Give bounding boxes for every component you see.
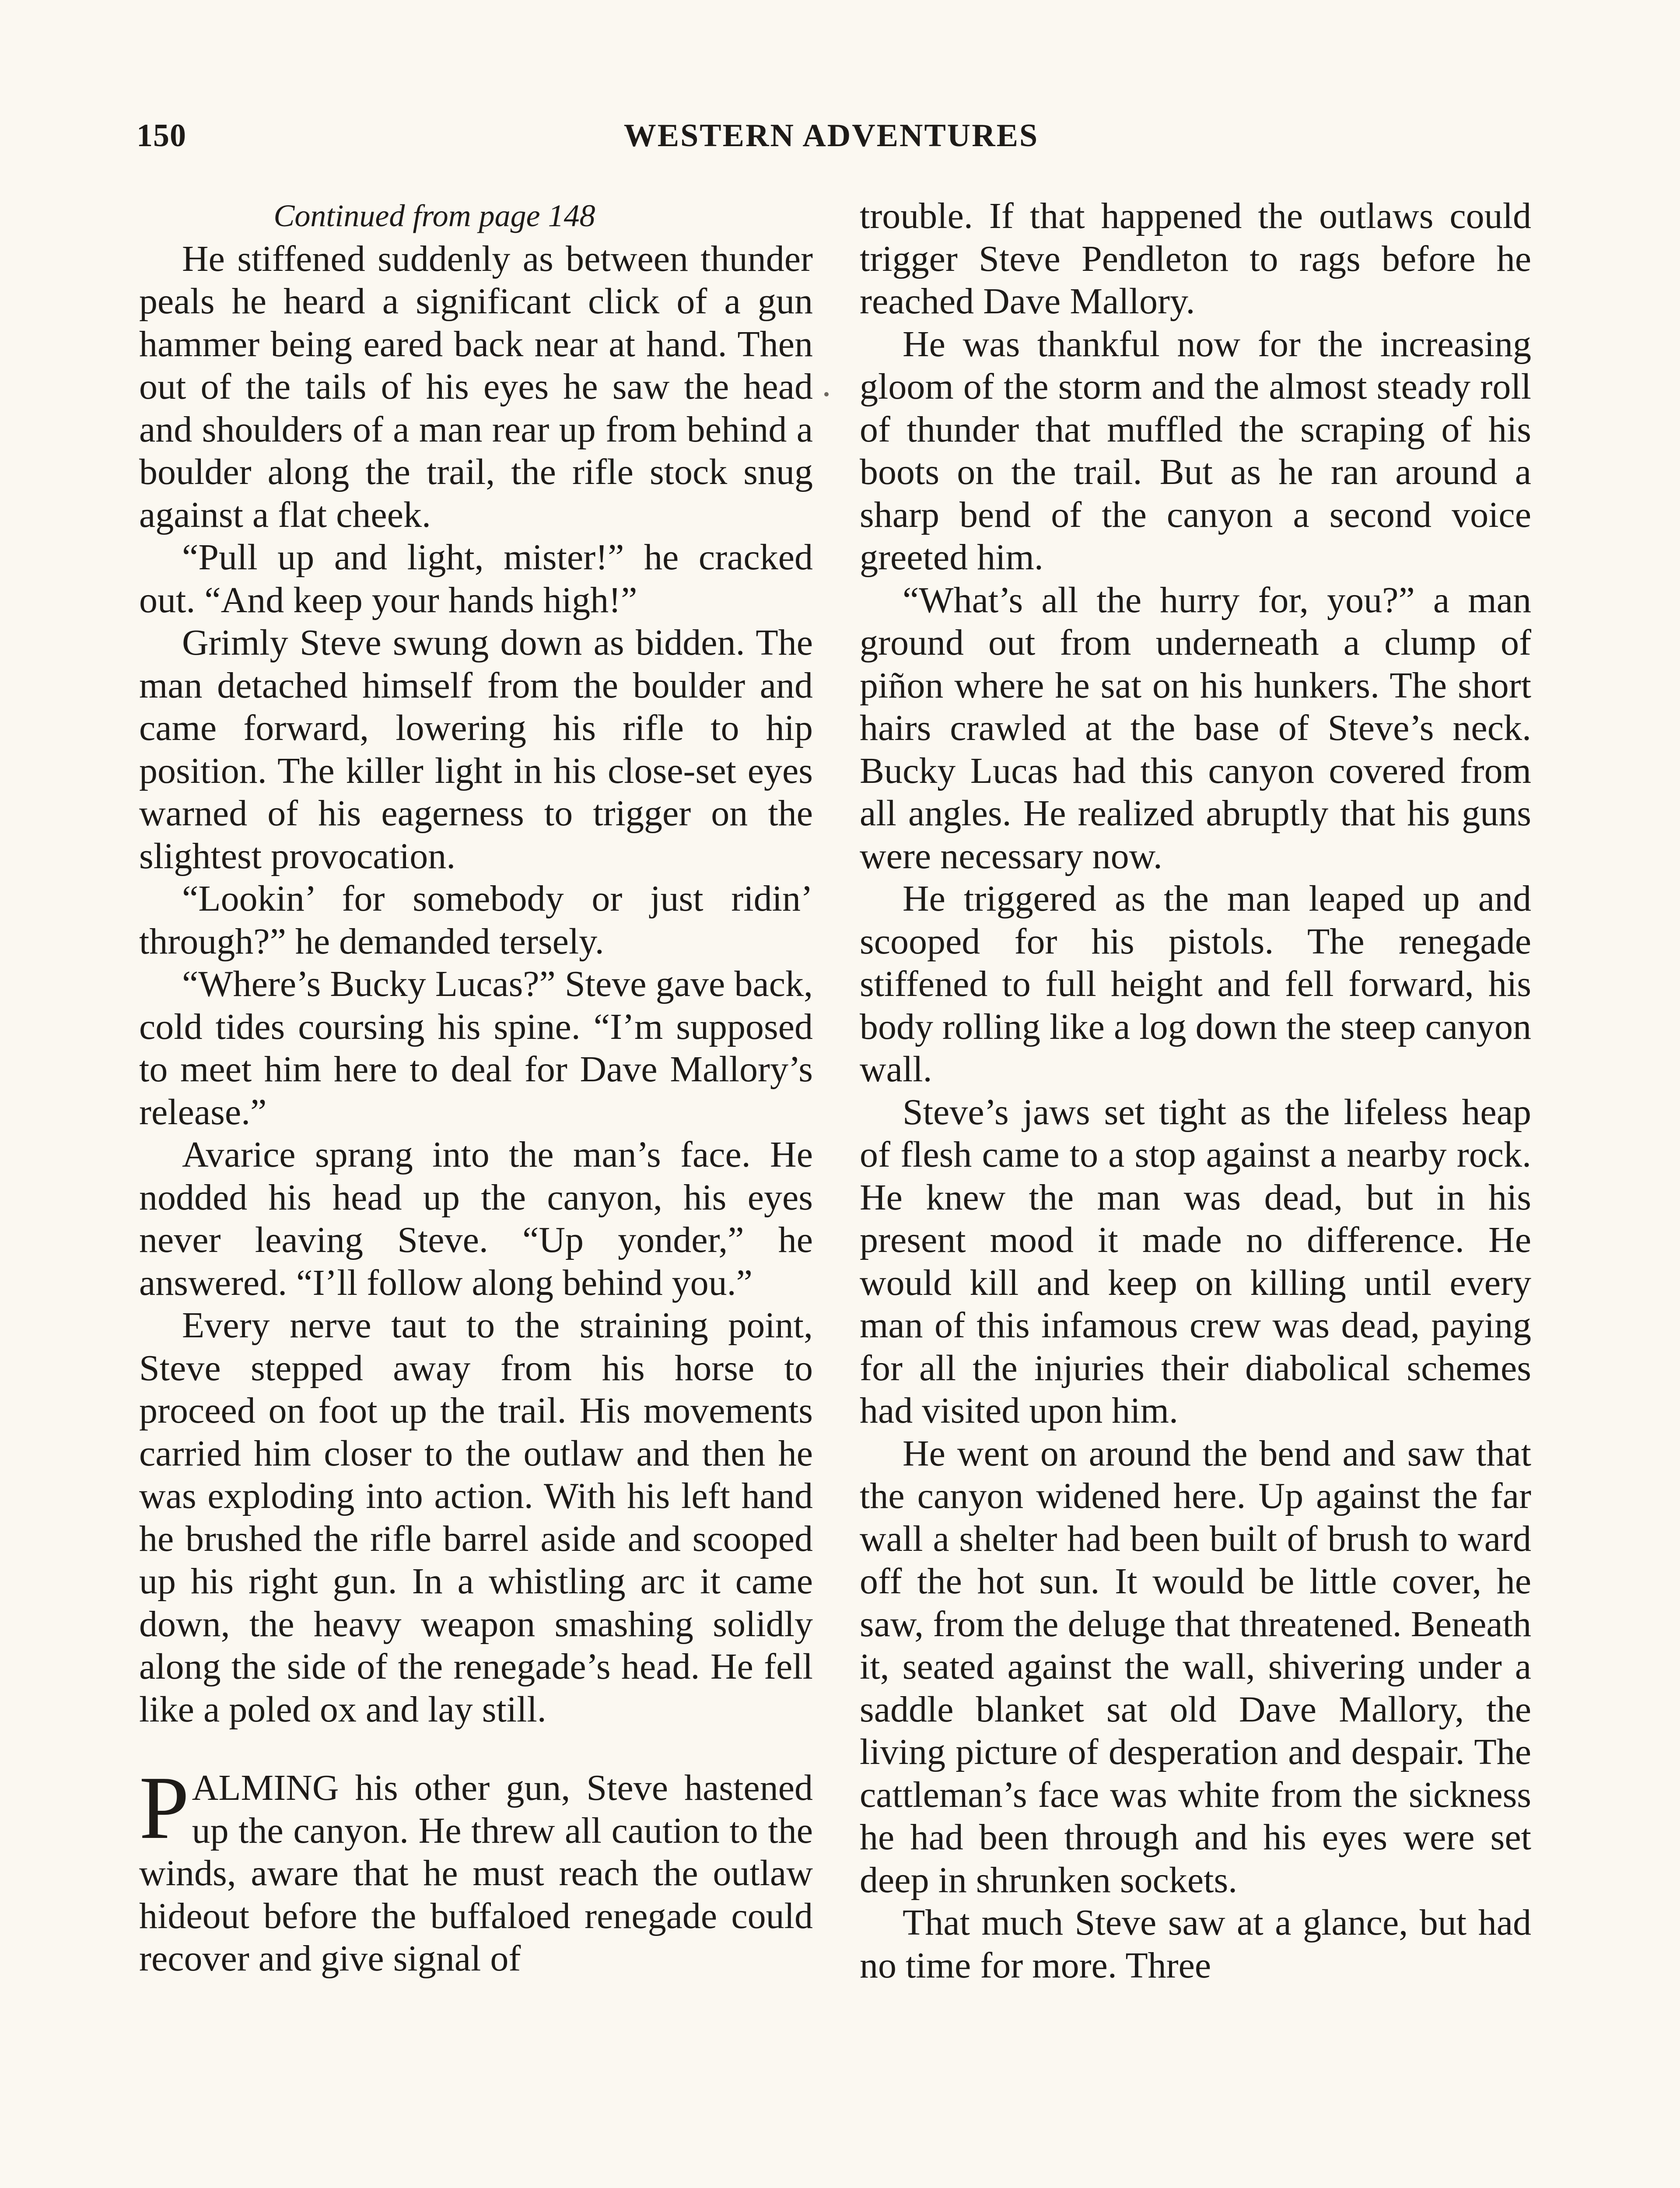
story-paragraph: He stiffened suddenly as between thunder peals he heard a significant click of a gun hammer being eared back near at hand. Then out of the tails of his eyes he saw the head and shoulders of a man rear up from behind a boulder along the trail, the rifle stock snug against a flat cheek. [139, 238, 813, 535]
left-column [139, 195, 813, 1980]
section-break [139, 1731, 813, 1767]
story-paragraph: He triggered as the man leaped up and scooped for his pistols. The renegade stiffened to full height and fell forward, his body rolling like a log down the steep canyon wall. [860, 878, 1532, 1090]
story-paragraph: Avarice sprang into the man’s face. He nodded his head up the canyon, his eyes never leaving Steve. “Up yonder,” he answered. “I’ll follow along behind you.” [139, 1134, 813, 1303]
section-paragraph-text: ALMING his other gun, Steve hastened up the canyon. He threw all caution to the winds, aware that he must reach the outlaw hideout before the buffaloed renegade could recover and give signal of [139, 1767, 813, 1979]
story-paragraph: Grimly Steve swung down as bidden. The man detached himself from the boulder and came forward, lowering his rifle to hip position. The killer light in his close-set eyes warned of his eagerness to trigger on the slightest provocation. [139, 622, 813, 877]
story-paragraph: He was thankful now for the increasing gloom of the storm and the almost steady roll of thunder that muffled the scraping of his boots on the trail. But as he ran around a sharp bend of the canyon a second voice greeted him. [860, 323, 1531, 578]
page-number: 150 [136, 118, 186, 154]
story-paragraph: Steve’s jaws set tight as the lifeless heap of flesh came to a stop against a nearby rock. He knew the man was dead, but in his present mood it made no difference. He would kill and keep on killing until every man of this infamous crew was dead, paying for all the injuries their diabolical schemes had visited upon him. [860, 1091, 1531, 1431]
ink-speck [824, 392, 829, 396]
drop-cap: P [139, 1757, 189, 1858]
continued-note: Continued from page 148 [273, 198, 595, 233]
section-paragraph [139, 1757, 813, 1980]
story-paragraph: “Lookin’ for somebody or just ridin’ through?” he demanded tersely. [139, 878, 813, 962]
story-paragraph: “Where’s Bucky Lucas?” Steve gave back, cold tides coursing his spine. “I’m supposed to meet him here to deal for Dave Mallory’s release.” [139, 964, 813, 1133]
running-head-title: WESTERN ADVENTURES [623, 118, 1039, 154]
story-paragraph: “What’s all the hurry for, you?” a man ground out from underneath a clump of piñon where he sat on his hunkers. The short hairs crawled at the base of Steve’s neck. Bucky Lucas had this canyon covered from all angles. He realized abruptly that his guns were necessary now. [860, 579, 1531, 877]
story-paragraph: Every nerve taut to the straining point, Steve stepped away from his horse to proceed on foot up the trail. His movements carried him closer to the outlaw and then he was exploding into action. With his left hand he brushed the rifle barrel aside and scooped up his right gun. In a whistling arc it came down, the heavy weapon smashing solidly along the side of the renegade’s head. He fell like a poled ox and lay still. [139, 1305, 813, 1730]
story-paragraph-continuation: trouble. If that happened the outlaws could trigger Steve Pendleton to rags before he reached Dave Mallory. [860, 196, 1531, 322]
story-paragraph: He went on around the bend and saw that the canyon widened here. Up against the far wall a shelter had been built of brush to ward off the hot sun. It would be little cover, he saw, from the deluge that threatened. Beneath it, seated against the wall, shivering under a saddle blanket sat old Dave Mallory, the living picture of desperation and despair. The cattleman’s face was white from the sickness he had been through and his eyes were set deep in shrunken sockets. [860, 1433, 1531, 1900]
right-column [860, 195, 1531, 1987]
story-paragraph: “Pull up and light, mister!” he cracked out. “And keep your hands high!” [139, 537, 813, 621]
story-paragraph: That much Steve saw at a glance, but had no time for more. Three [860, 1902, 1531, 1986]
